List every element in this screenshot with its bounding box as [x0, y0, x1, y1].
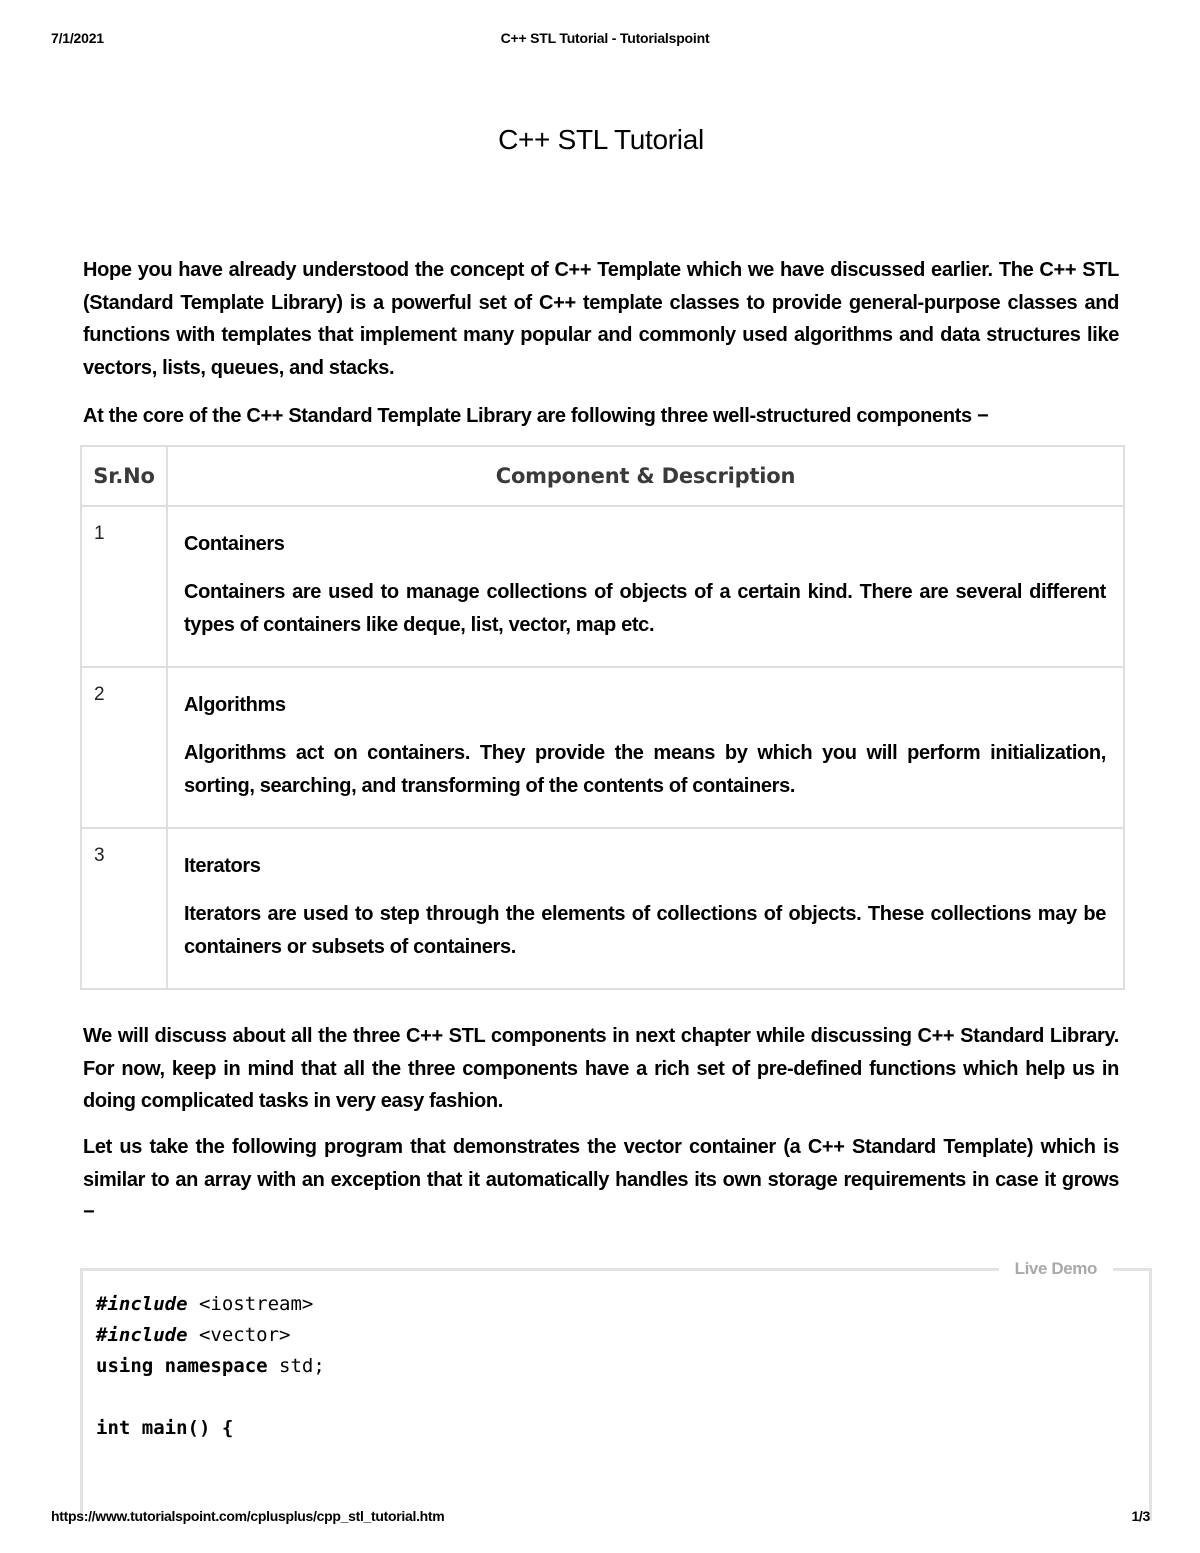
live-demo-link[interactable]: Live Demo	[999, 1259, 1113, 1279]
table-row	[81, 506, 1124, 667]
components-table	[80, 445, 1125, 990]
code-line: using namespace std;	[96, 1355, 325, 1377]
code-block	[80, 1259, 1152, 1521]
component-name: Containers	[184, 533, 285, 555]
component-cell	[167, 667, 1124, 828]
row-number: 2	[81, 667, 167, 828]
table-row	[81, 667, 1124, 828]
component-description: Containers are used to manage collections of objects of a certain kind. There are several different types of containers like deque, list, vector, map etc.	[184, 581, 1106, 636]
print-header-title: C++ STL Tutorial - Tutorialspoint	[500, 30, 710, 46]
code-line: int main() {	[96, 1417, 234, 1439]
column-header-srno: Sr.No	[81, 446, 167, 506]
component-name: Iterators	[184, 855, 261, 877]
table-header-row	[81, 446, 1124, 506]
component-cell	[167, 828, 1124, 989]
column-header-component: Component & Description	[167, 446, 1124, 506]
row-number: 3	[81, 828, 167, 989]
print-date: 7/1/2021	[51, 30, 104, 46]
code-listing	[96, 1289, 325, 1444]
print-page-number: 1/3	[1131, 1508, 1150, 1524]
intro-paragraph: Hope you have already understood the concept of C++ Template which we have discussed earlier. The C++ STL (Standard Template Library) is a powerful set of C++ template classes to provide general-purpose classes and functions with templates that implement many popular and commonly used algorithms and data structures like vectors, lists, queues, and stacks.	[83, 259, 1119, 379]
code-line: #include <vector>	[96, 1324, 291, 1346]
code-line	[96, 1382, 325, 1413]
component-description: Algorithms act on containers. They provide the means by which you will perform initialization, sorting, searching, and transforming of the contents of containers.	[184, 742, 1106, 797]
table-row	[81, 828, 1124, 989]
component-description: Iterators are used to step through the elements of collections of objects. These collections may be containers or subsets of containers.	[184, 903, 1106, 958]
print-footer-url: https://www.tutorialspoint.com/cplusplus/cpp_stl_tutorial.htm	[51, 1508, 445, 1524]
page-title: C++ STL Tutorial	[498, 124, 704, 155]
component-name: Algorithms	[184, 694, 286, 716]
row-number: 1	[81, 506, 167, 667]
component-cell	[167, 506, 1124, 667]
core-components-paragraph: At the core of the C++ Standard Template Library are following three well-structured components −	[83, 405, 989, 427]
program-paragraph: Let us take the following program that demonstrates the vector container (a C++ Standard Template) which is similar to an array with an exception that it automatically handles its own storage requirements in case it grows −	[83, 1136, 1119, 1223]
discuss-paragraph: We will discuss about all the three C++ STL components in next chapter while discussing C++ Standard Library. For now, keep in mind that all the three components have a rich set of pre-defined functions which help us in doing complicated tasks in very easy fashion.	[83, 1025, 1119, 1112]
code-line: #include <iostream>	[96, 1293, 314, 1315]
